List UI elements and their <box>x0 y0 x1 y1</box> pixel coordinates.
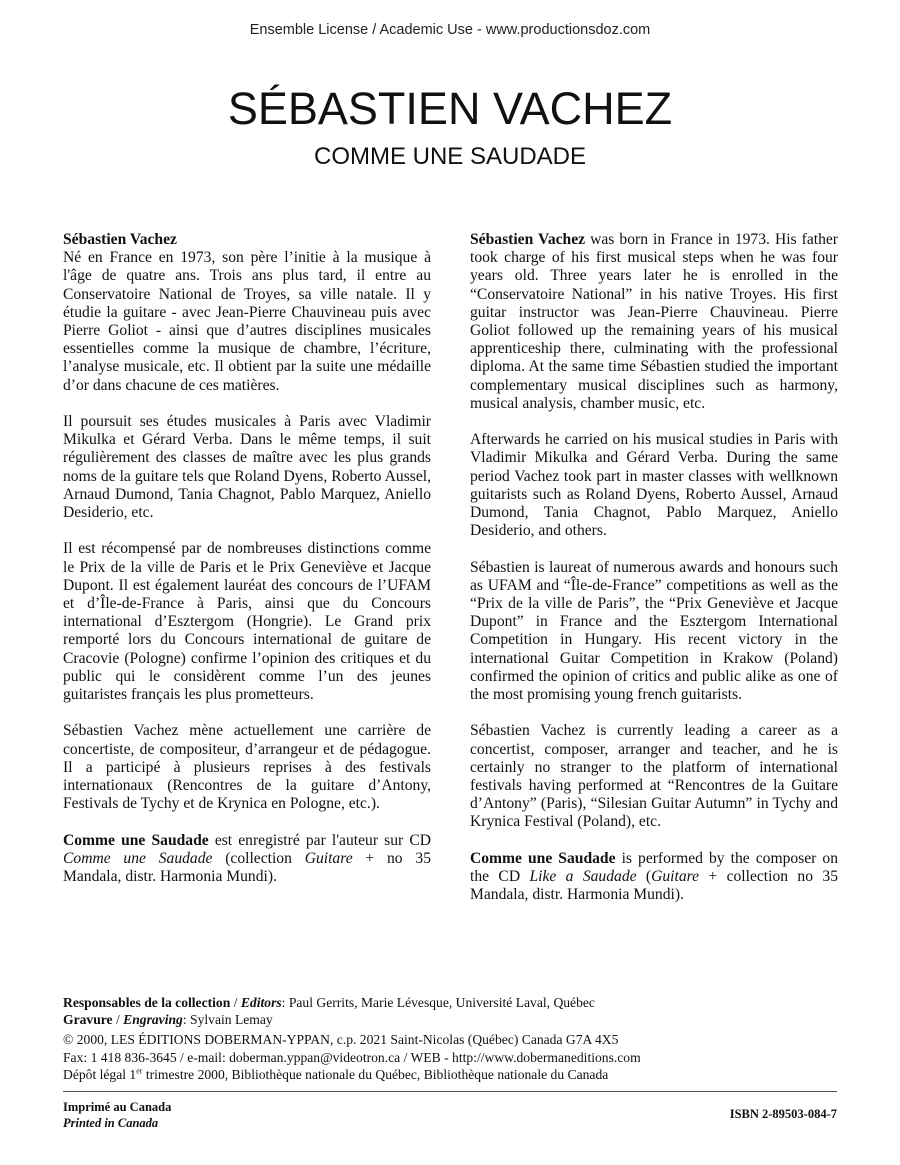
english-heading: Sébastien Vachez <box>470 231 586 248</box>
french-collection-name: Guitare <box>304 849 353 867</box>
legal-deposit-text: Dépôt légal 1 <box>63 1066 137 1082</box>
english-recording-text: is performed by the composer on the CD <box>470 849 838 886</box>
english-paragraph-3: Sébastien is laureat of numerous awards and honours such as UFAM and “Île-de-France” competitions as well as the “Prix de la ville de Paris”, the “Prix Geneviève et Jacque Dupont” in France and the Esztergom International Competition in Hungary. His recent victory in the international Guitar Competition in Krakow (Poland) confirmed the opinion of critics and public alike as one of the most promising young french guitarists. <box>470 558 838 704</box>
french-paragraph-3: Il est récompensé par de nombreuses distinctions comme le Prix de la ville de Paris et le Prix Geneviève et Jacque Dupont. Il est également lauréat des concours de l’UFAM et d’Île-de-France à Paris, ainsi que du Concours international d’Esztergom (Hongrie). Le Grand prix remporté lors du Concours international de guitare de Cracovie (Pologne) confirme l’opinion des critiques et du public qui le considèrent comme l’un des jeunes guitaristes français les plus prometteurs. <box>63 540 431 704</box>
english-paragraph-5 <box>470 850 838 905</box>
isbn: ISBN 2-89503-084-7 <box>729 1107 837 1121</box>
engraving-label-en: Engraving <box>123 1012 183 1028</box>
french-heading: Sébastien Vachez <box>63 231 177 248</box>
legal-deposit-superscript: er <box>136 1066 143 1076</box>
french-paragraph-5 <box>63 832 431 887</box>
french-paragraph-4: Sébastien Vachez mène actuellement une carrière de concertiste, de compositeur, d’arrangeur et de pédagogue. Il a participé à plusieurs reprises à des festivals internationaux (Rencontres de la guitare d’Antony, Festivals de Tychy et de Krynica en Pologne, etc.). <box>63 722 431 813</box>
copyright-line: © 2000, LES ÉDITIONS DOBERMAN-YPPAN, c.p. 2021 Saint-Nicolas (Québec) Canada G7A 4X5 <box>63 1032 619 1048</box>
english-biography <box>470 231 838 923</box>
engraving-label-fr: Gravure <box>63 1012 113 1028</box>
french-biography <box>63 231 431 904</box>
publication-credits <box>63 994 843 1083</box>
legal-deposit-line <box>63 1066 843 1083</box>
printed-in-french: Imprimé au Canada <box>63 1100 172 1114</box>
english-text-1: was born in France in 1973. His father took charge of his first musical steps when he was four years old. Three years later he is enrolled in the “Conservatoire National” in his native Troyes. His first guitar instructor was Jean-Pierre Chauvineau. Pierre Goliot followed up the remaining years of his musical apprenticeship there, culminating with the professional diploma. At the same time Sébastien studied the important complementary musical disciplines such as harmony, musical analysis, chamber music, etc. <box>470 231 839 412</box>
work-title: COMME UNE SAUDADE <box>313 143 587 170</box>
french-recording-text: + no 35 Mandala, distr. Harmonia Mundi). <box>63 849 431 886</box>
french-recording-title: Comme une Saudade <box>63 831 209 849</box>
french-paragraph-2: Il poursuit ses études musicales à Paris avec Vladimir Mikulka et Gérard Verba. Dans le même temps, il suit régulièrement des classes de maître avec les plus grands noms de la guitare tels que Roland Dyens, Roberto Aussel, Arnaud Dumond, Tania Chagnot, Pablo Marquez, Aniello Desiderio, etc. <box>63 413 431 522</box>
engraving-line <box>63 1011 843 1028</box>
engraving-value: : Sylvain Lemay <box>182 1012 273 1028</box>
english-paragraph-1 <box>470 231 838 413</box>
editors-value: : Paul Gerrits, Marie Lévesque, Université Laval, Québec <box>281 995 595 1010</box>
english-recording-text: ( <box>636 868 652 886</box>
composer-name: SÉBASTIEN VACHEZ <box>227 83 673 134</box>
editors-separator: / <box>230 995 241 1010</box>
english-recording-title: Comme une Saudade <box>470 849 616 867</box>
footer-divider <box>63 1091 837 1092</box>
engraving-separator: / <box>112 1012 124 1028</box>
french-paragraph-1 <box>63 231 431 395</box>
english-paragraph-2: Afterwards he carried on his musical studies in Paris with Vladimir Mikulka and Gérard Verba. During the same period Vachez took part in master classes with wellknown guitarists such as Roland Dyens, Roberto Aussel, Arnaud Dumond, Tania Chagnot, Pablo Marquez, Aniello Desiderio, and others. <box>470 431 838 540</box>
french-recording-text: est enregistré par l'auteur sur CD <box>208 831 431 849</box>
editors-label-en: Editors <box>240 995 282 1010</box>
legal-deposit-text: trimestre 2000, Bibliothèque nationale du Québec, Bibliothèque nationale du Canada <box>142 1066 609 1082</box>
english-paragraph-4: Sébastien Vachez is currently leading a career as a concertist, composer, arranger and teacher, and he is certainly no stranger to the platform of international festivals having performed at “Rencontres de la Guitare d’Antony” (Paris), “Silesian Guitar Autumn” in Tychy and Krynica Festival (Poland), etc. <box>470 722 838 831</box>
english-cd-title: Like a Saudade <box>529 868 637 886</box>
french-text-1: Né en France en 1973, son père l’initie à la musique à l'âge de quatre ans. Trois ans plus tard, il entre au Conservatoire National de Troyes, sa ville natale. Il y étudie la guitare - avec Jean-Pierre Chauvineau puis avec Pierre Goliot - ainsi que d’autres disciplines musicales essentielles comme la musique de chambre, l’écriture, l’analyse musicale, etc. Il obtient par la suite une médaille d’or dans chacune de ces matières. <box>63 249 431 394</box>
printed-in-english: Printed in Canada <box>63 1116 159 1130</box>
license-notice: Ensemble License / Academic Use - www.productionsdoz.com <box>249 22 651 38</box>
french-recording-text: (collection <box>212 849 305 867</box>
english-collection-name: Guitare <box>651 868 700 886</box>
printed-in <box>63 1099 171 1131</box>
english-recording-text: + collection no 35 Mandala, distr. Harmonia Mundi). <box>470 868 838 904</box>
french-cd-title: Comme une Saudade <box>63 849 213 867</box>
contact-line: Fax: 1 418 836-3645 / e-mail: doberman.yppan@videotron.ca / WEB - http://www.dobermaneditions.com <box>63 1049 641 1065</box>
editors-label-fr: Responsables de la collection <box>63 995 231 1010</box>
editors-line <box>63 994 843 1011</box>
